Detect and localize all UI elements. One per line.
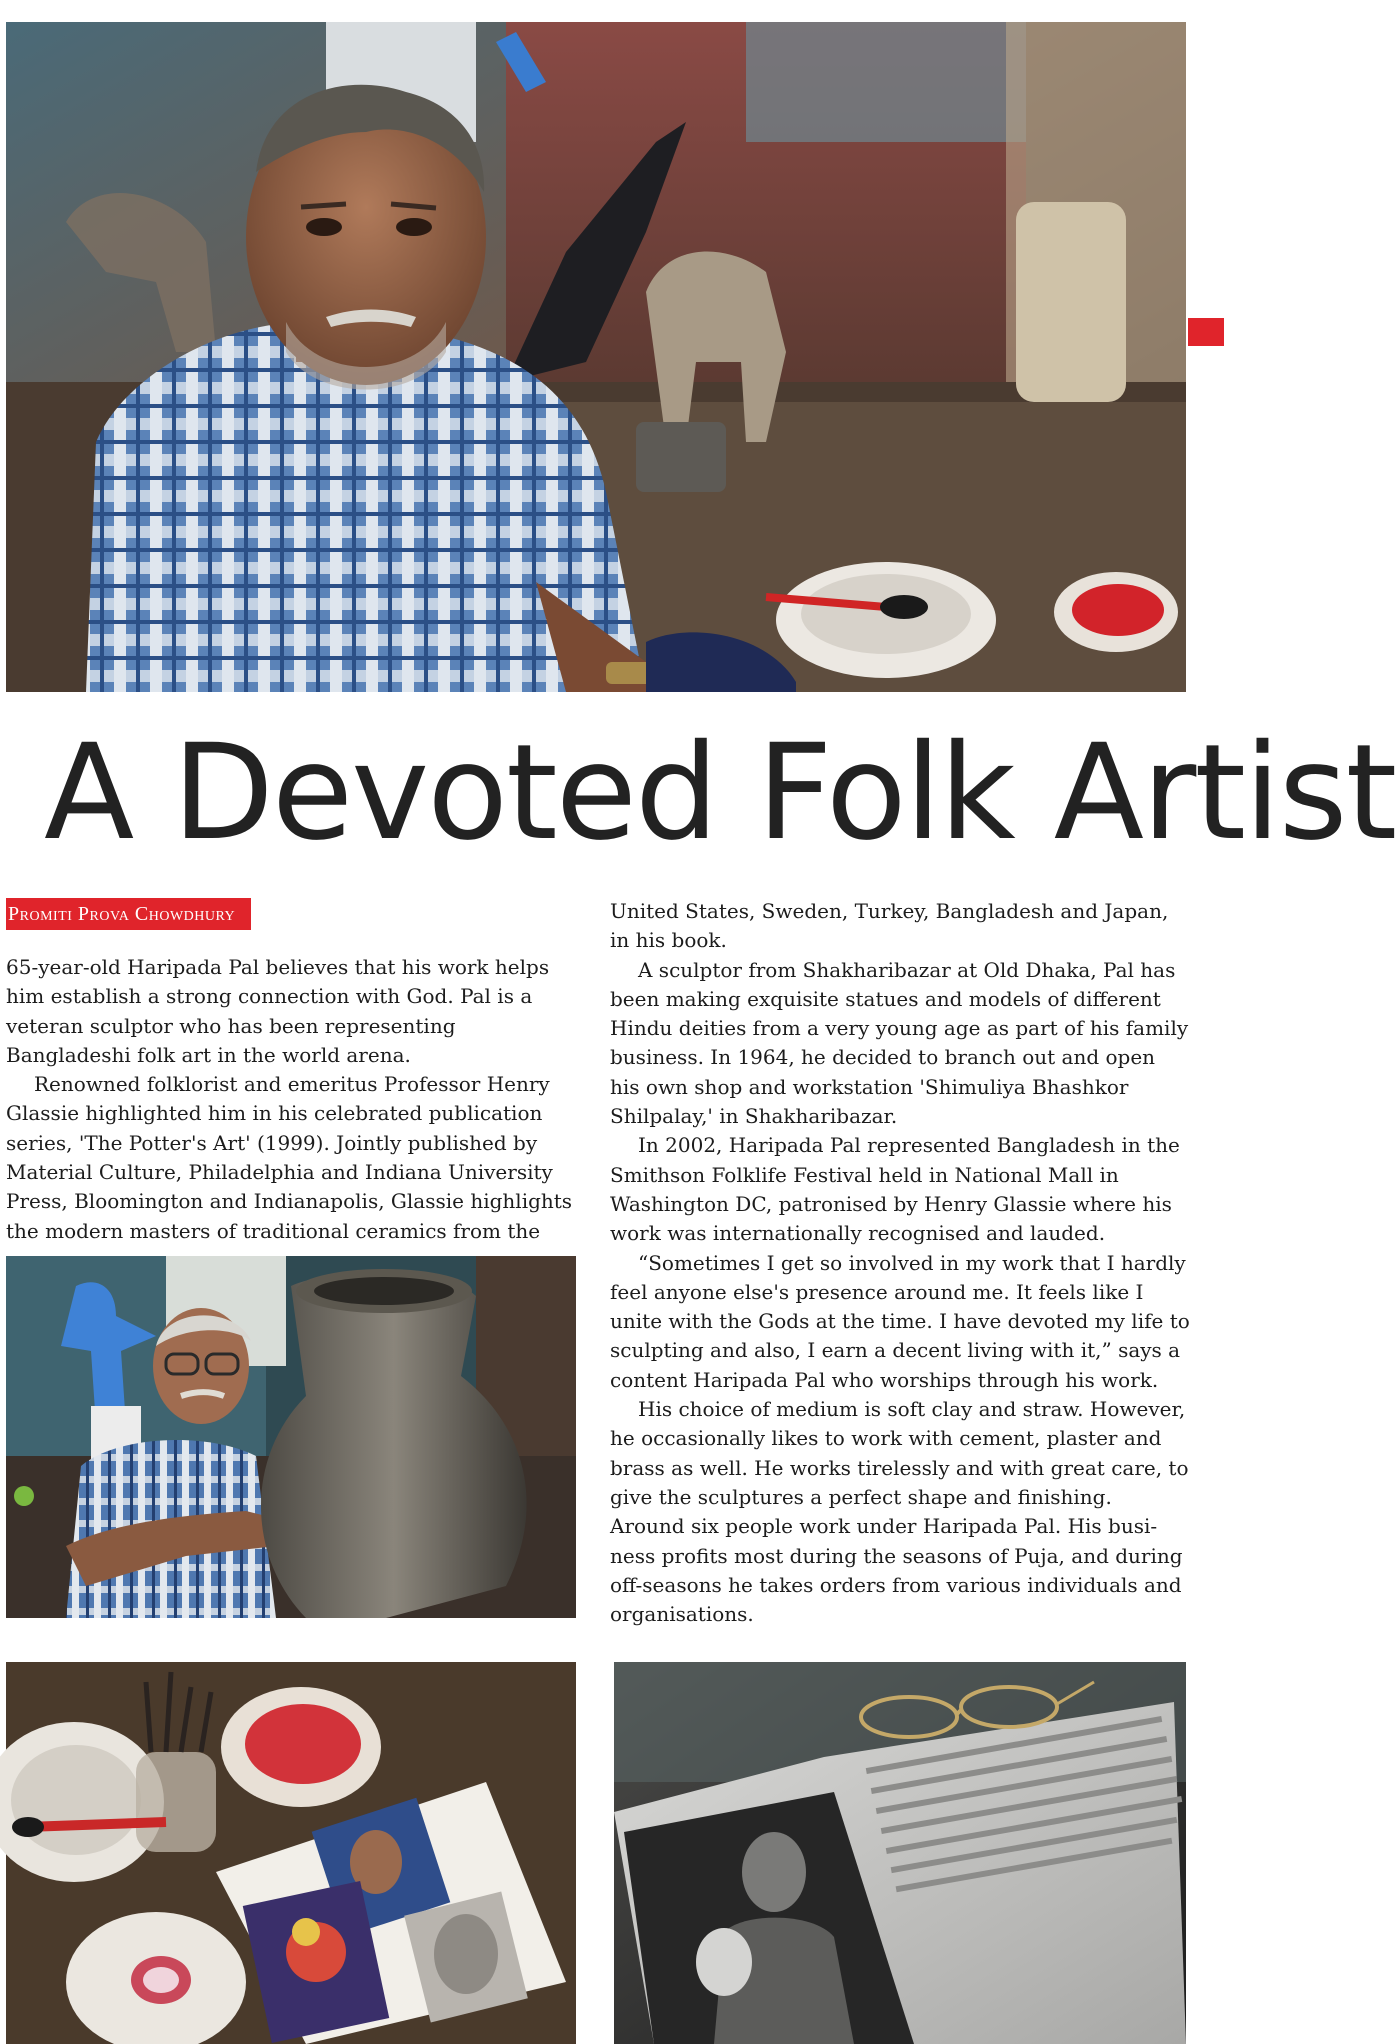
paints-and-book-photo: [6, 1662, 576, 2044]
article-headline: A Devoted Folk Artist: [44, 716, 1395, 870]
paragraph: A sculptor from Shakharibazar at Old Dhaka, Pal has been making exquisite statues and models of different Hindu deities from a very young age as part of his family business. In 1964, he decided to branch out and open his own shop and workstation 'Shimuliya Bhashkor Shilpalay,' in Shakharibazar.: [610, 957, 1189, 1129]
hero-photo: [6, 22, 1186, 692]
red-side-marker: [1188, 318, 1224, 346]
book-with-glasses-photo: [614, 1662, 1186, 2044]
author-byline: Promiti Prova Chowdhury: [6, 898, 251, 930]
paragraph: In 2002, Haripada Pal represented Bangladesh in the Smithson Folklife Festival held in National Mall in Washington DC, patronised by Henry Glassie where his work was internationally recognised and lauded.: [610, 1133, 1180, 1246]
paragraph: United States, Sweden, Turkey, Bangladesh and Japan, in his book.: [610, 899, 1169, 953]
paragraph: His choice of medium is soft clay and straw. However, he occasionally likes to work with cement, plaster and brass as well. He works tirelessly and with great care, to give the sculptures a perfect shape and finishing. Around six people work under Haripada Pal. His busi-ness profits most during the seasons of Puja, and during off-seasons he takes orders from various individuals and organisations.: [610, 1397, 1189, 1627]
paragraph: Renowned folklorist and emeritus Professor Henry Glassie highlighted him in his celebrated publication series, 'The Potter's Art' (1999). Jointly published by Material Culture, Philadelphia and Indiana University Press, Bloomington and Indianapolis, Glassie highlights the modern masters of traditional ceramics from the: [6, 1072, 573, 1243]
paragraph: 65-year-old Haripada Pal believes that his work helps him establish a strong connection with God. Pal is a veteran sculptor who has been representing Bangladeshi folk art in the world arena.: [6, 955, 550, 1067]
paragraph: “Sometimes I get so involved in my work that I hardly feel anyone else's presence around me. It feels like I unite with the Gods at the time. I have devoted my life to sculpting and also, I earn a decent living with it,” says a content Haripada Pal who worships through his work.: [610, 1250, 1190, 1392]
article-column-right: [610, 897, 1190, 1629]
article-column-left: [6, 953, 576, 1246]
sculpting-photo: [6, 1256, 576, 1618]
